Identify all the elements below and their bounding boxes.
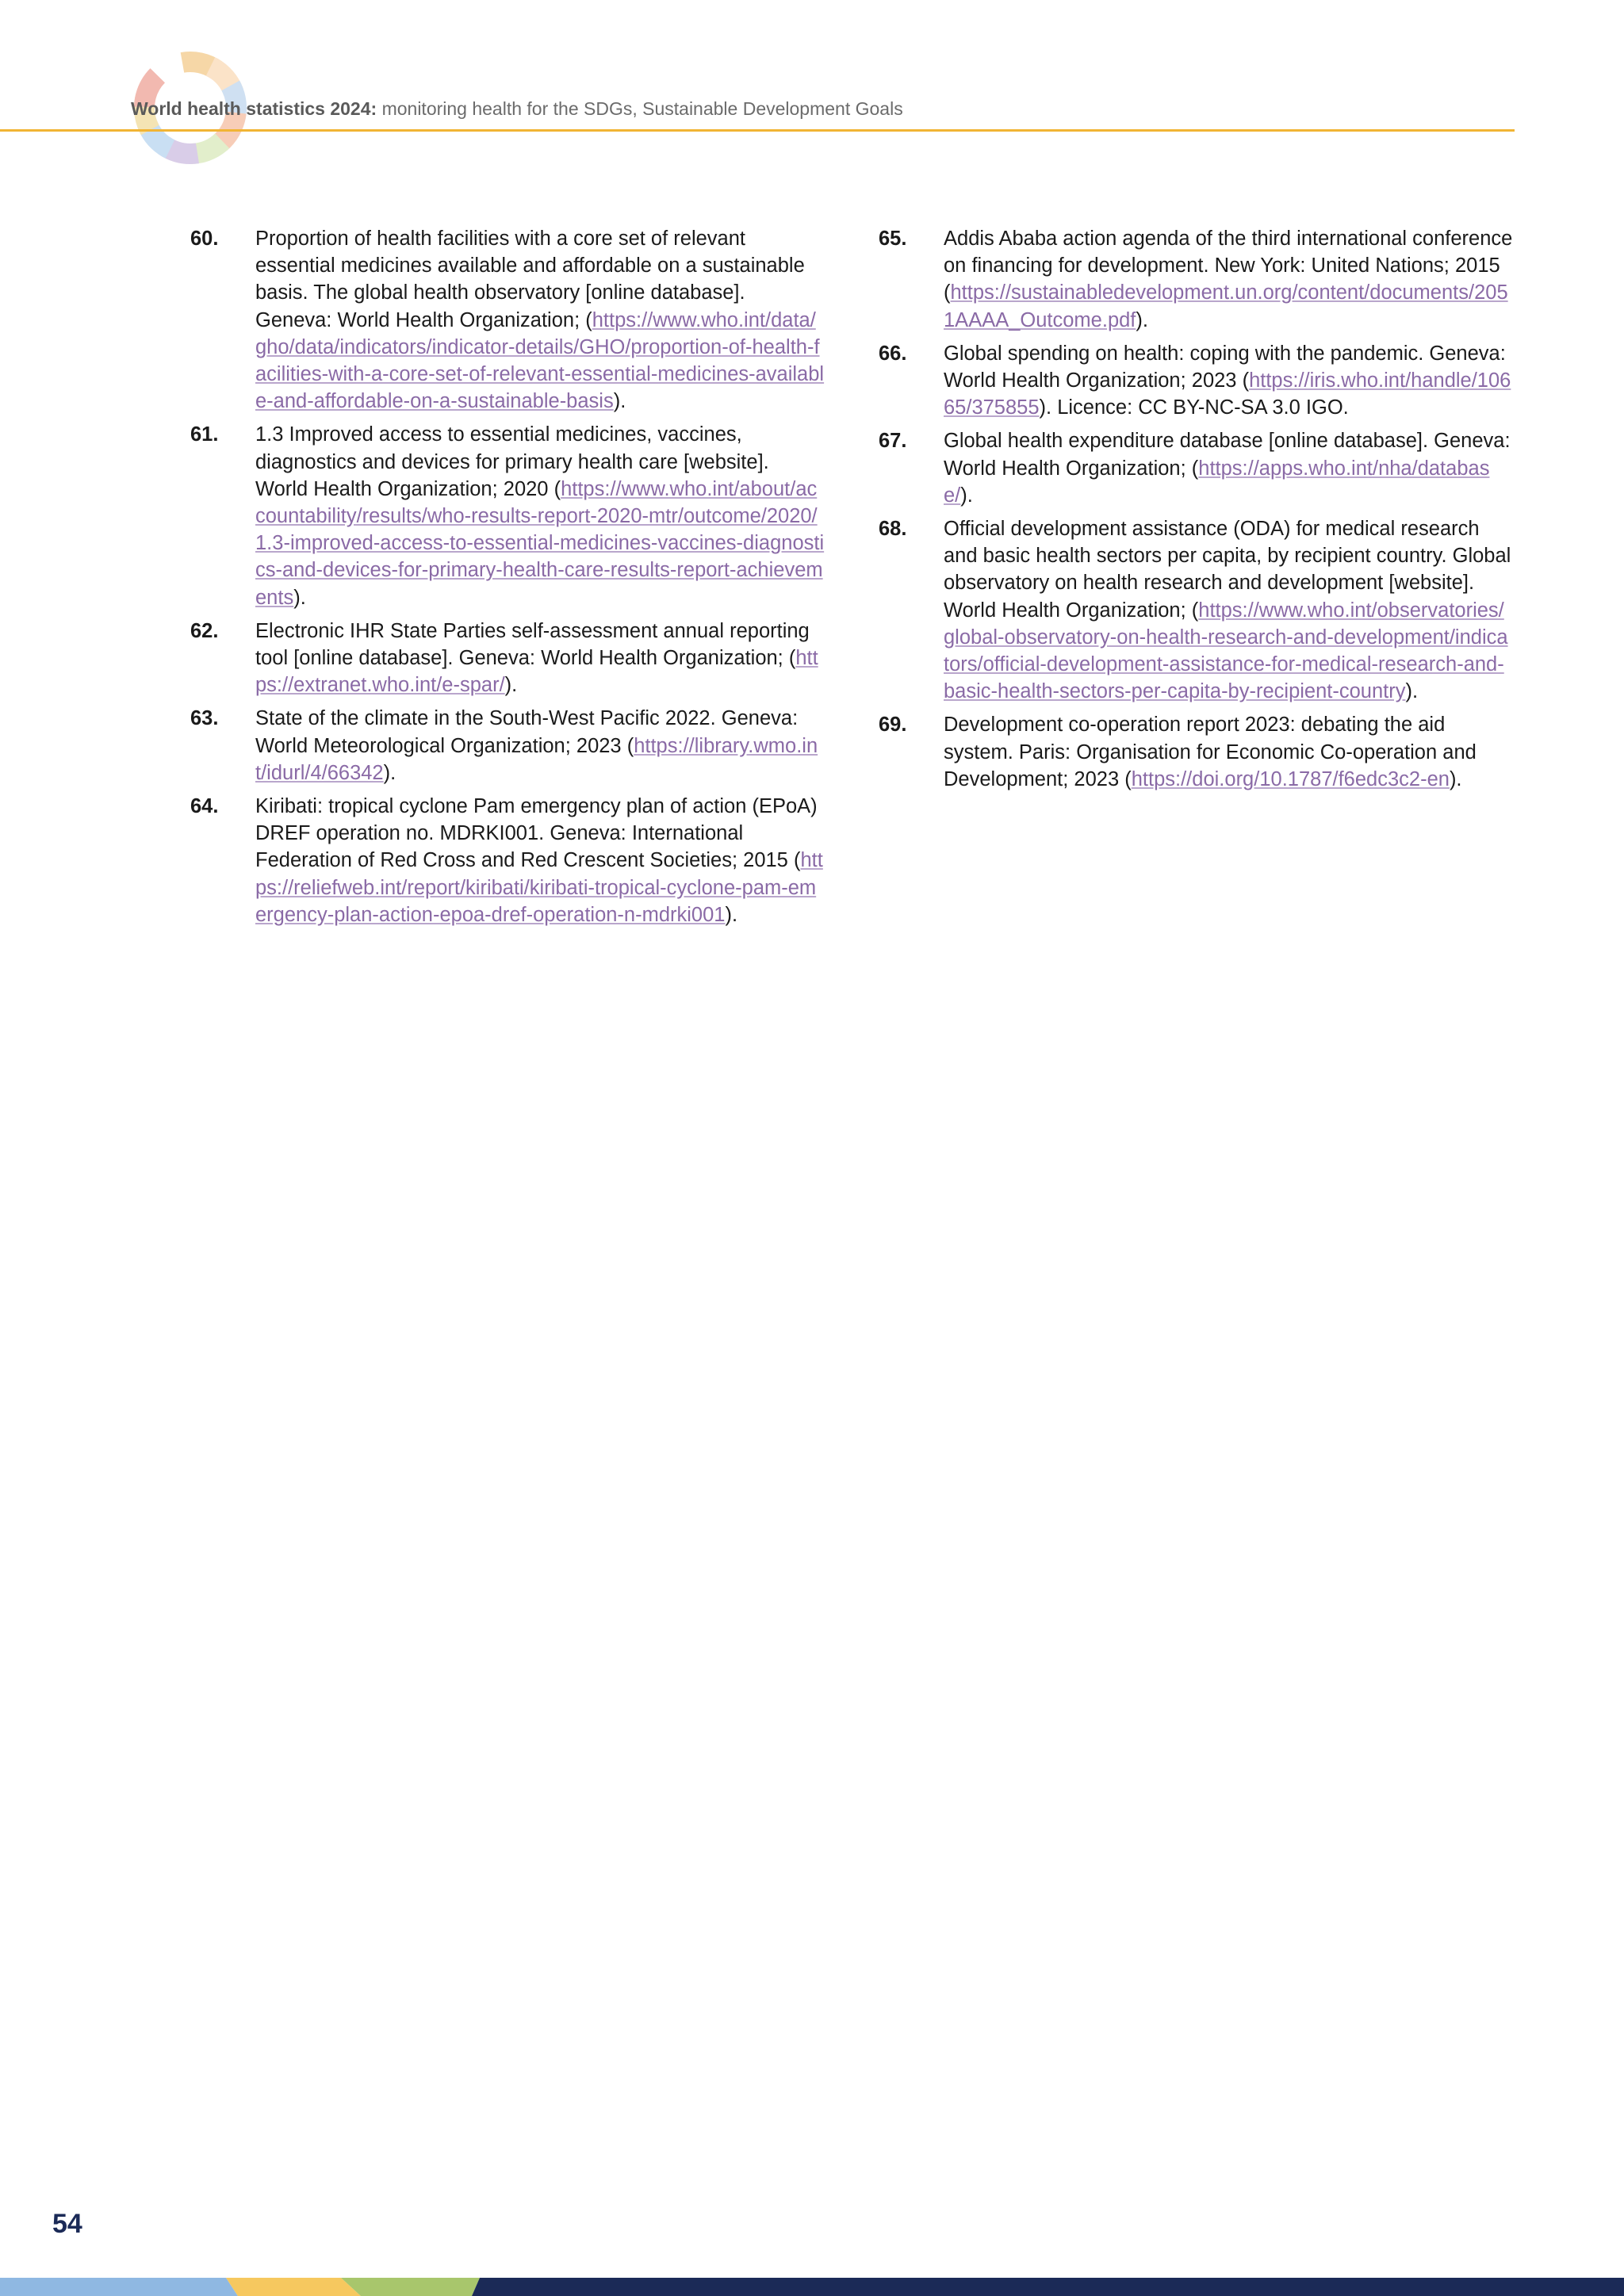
reference-citation: Development co-operation report 2023: debating the aid system. Paris: Organisation for Economic Co-operation and Development; 2023 (: [944, 714, 1477, 790]
reference-citation: State of the climate in the South-West Pacific 2022. Geneva: World Meteorological Organization; 2023 (: [255, 707, 799, 757]
reference-suffix: ).: [293, 586, 306, 609]
reference-69: [879, 711, 1513, 793]
reference-64: [190, 793, 825, 928]
reference-60: [190, 225, 825, 415]
reference-citation: Kiribati: tropical cyclone Pam emergency plan of action (EPoA) DREF operation no. MDRKI001. Geneva: International Federation of Red Cross and Red Crescent Societies; 2015 (: [255, 795, 818, 872]
reference-citation: Official development assistance (ODA) for medical research and basic health sectors per capita, by recipient country. Global observatory on health research and development [website]. World Health Organization; (: [944, 518, 1511, 622]
reference-link[interactable]: https://www.who.int/data/gho/data/indicators/indicator-details/GHO/proportion-of-health-facilities-with-a-core-set-of-relevant-essential-medicines-available-and-affordable-on-a-sustainable-basis: [255, 308, 825, 413]
reference-text: [255, 705, 825, 786]
reference-text: [255, 225, 825, 415]
reference-citation: Addis Ababa action agenda of the third international conference on financing for development. New York: United Nations; 2015 (: [944, 228, 1513, 304]
reference-suffix: ).: [1136, 308, 1148, 331]
reference-text: [255, 618, 825, 699]
reference-suffix: ).: [1449, 767, 1462, 790]
reference-number: 66.: [879, 342, 907, 365]
reference-65: [879, 225, 1513, 334]
reference-link[interactable]: https://library.wmo.int/idurl/4/66342: [255, 734, 818, 784]
reference-68: [879, 515, 1513, 705]
reference-link[interactable]: https://reliefweb.int/report/kiribati/kiribati-tropical-cyclone-pam-emergency-plan-action-epoa-dref-operation-n-mdrki001: [255, 849, 823, 926]
reference-link[interactable]: https://apps.who.int/nha/database/: [944, 457, 1490, 507]
reference-suffix: ).: [1405, 680, 1419, 703]
reference-number: 65.: [879, 228, 907, 250]
reference-suffix: ).: [383, 761, 396, 784]
running-header-rest: monitoring health for the SDGs, Sustainable Development Goals: [377, 98, 903, 119]
reference-number: 68.: [879, 518, 907, 541]
reference-suffix: ). Licence: CC BY-NC-SA 3.0 IGO.: [1039, 396, 1349, 419]
reference-number: 61.: [190, 423, 219, 446]
references-left-column: [190, 225, 825, 935]
reference-suffix: ).: [504, 674, 518, 697]
reference-66: [879, 340, 1513, 422]
reference-text: [944, 711, 1513, 793]
reference-number: 62.: [190, 619, 219, 642]
reference-number: 60.: [190, 228, 219, 250]
references-right-column: [879, 225, 1513, 799]
reference-link[interactable]: https://www.who.int/about/accountability/results/who-results-report-2020-mtr/outcome/2020/1.3-improved-access-to-essential-medicines-vaccines-diagnostics-and-devices-for-primary-health-care-results-report-achievements: [255, 477, 825, 609]
reference-citation: 1.3 Improved access to essential medicines, vaccines, diagnostics and devices for primary health care [website]. World Health Organization; 2020 (: [255, 423, 769, 500]
reference-number: 69.: [879, 714, 907, 737]
running-header: [131, 98, 903, 120]
reference-citation: Electronic IHR State Parties self-assessment annual reporting tool [online database]. Geneva: World Health Organization; (: [255, 619, 810, 670]
reference-62: [190, 618, 825, 699]
reference-link[interactable]: https://sustainabledevelopment.un.org/content/documents/2051AAAA_Outcome.pdf: [944, 281, 1508, 331]
reference-number: 64.: [190, 795, 219, 818]
reference-suffix: ).: [960, 484, 973, 507]
footer-color-bar: [0, 2278, 1624, 2296]
reference-61: [190, 421, 825, 610]
reference-text: [944, 340, 1513, 422]
reference-citation: Global spending on health: coping with the pandemic. Geneva: World Health Organization; 2023 (: [944, 342, 1506, 392]
page-number: 54: [52, 2209, 82, 2239]
reference-citation: Proportion of health facilities with a core set of relevant essential medicines available and affordable on a sustainable basis. The global health observatory [online database]. Geneva: World Health Organization; (: [255, 228, 805, 331]
reference-link[interactable]: https://iris.who.int/handle/10665/375855: [944, 369, 1511, 419]
reference-number: 63.: [190, 707, 219, 730]
reference-citation: Global health expenditure database [online database]. Geneva: World Health Organization; (: [944, 430, 1511, 480]
reference-text: [255, 421, 825, 610]
reference-suffix: ).: [613, 390, 626, 413]
reference-suffix: ).: [725, 903, 738, 926]
reference-text: [255, 793, 825, 928]
reference-67: [879, 427, 1513, 509]
reference-63: [190, 705, 825, 786]
header-rule: [0, 129, 1515, 132]
running-header-bold: World health statistics 2024:: [131, 98, 377, 119]
reference-link[interactable]: https://doi.org/10.1787/f6edc3c2-en: [1131, 767, 1450, 790]
reference-link[interactable]: https://extranet.who.int/e-spar/: [255, 647, 818, 697]
reference-text: [944, 225, 1513, 334]
reference-text: [944, 515, 1513, 705]
reference-link[interactable]: https://www.who.int/observatories/global-observatory-on-health-research-and-development/indicators/official-development-assistance-for-medical-research-and-basic-health-sectors-per-capita-by-recipient-country: [944, 599, 1508, 703]
reference-text: [944, 427, 1513, 509]
reference-number: 67.: [879, 430, 907, 453]
